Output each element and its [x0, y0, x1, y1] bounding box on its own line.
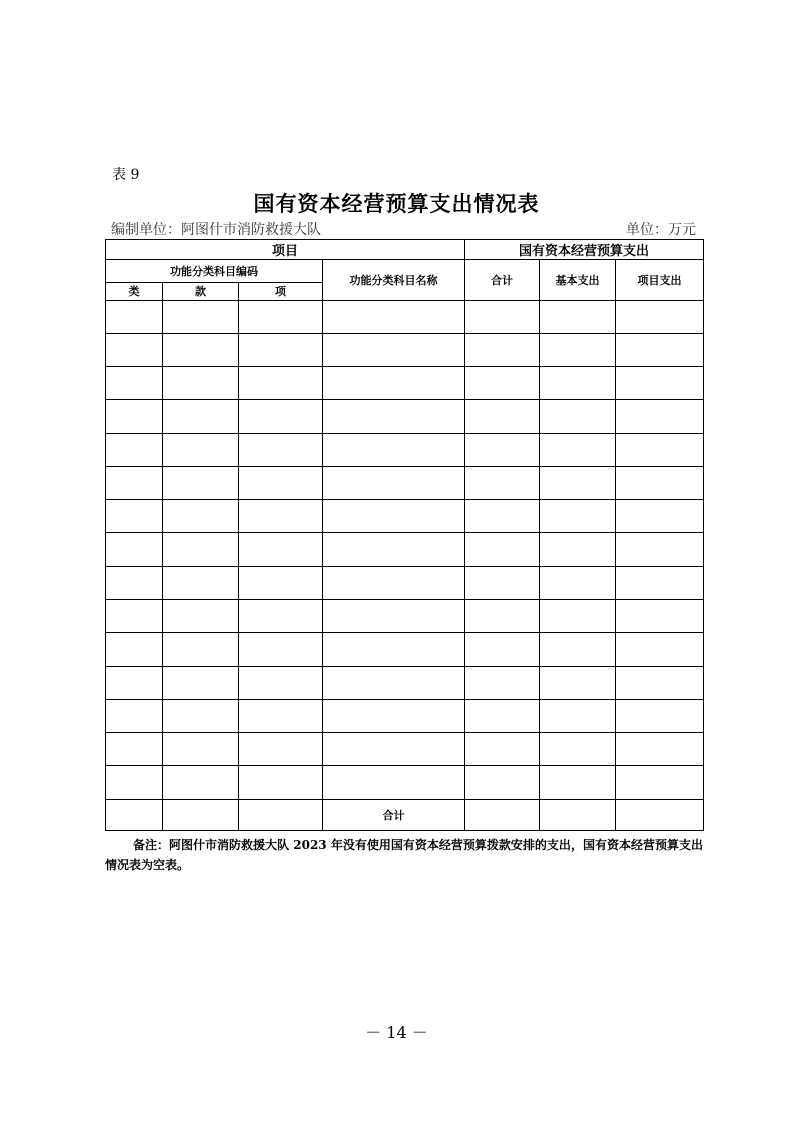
table-cell — [106, 466, 163, 499]
table-cell — [465, 466, 540, 499]
header-project-group: 项目 — [106, 240, 465, 260]
table-cell — [540, 566, 616, 599]
table-cell — [106, 300, 163, 333]
table-cell — [540, 600, 616, 633]
table-cell — [616, 633, 704, 666]
table-cell — [163, 799, 239, 830]
table-cell — [616, 666, 704, 699]
table-cell — [465, 666, 540, 699]
table-cell — [465, 733, 540, 766]
table-cell — [323, 733, 465, 766]
table-row — [106, 766, 704, 799]
table-row — [106, 400, 704, 433]
table-cell — [323, 699, 465, 732]
table-cell — [616, 600, 704, 633]
table-cell — [616, 566, 704, 599]
table-cell — [106, 566, 163, 599]
table-cell — [106, 433, 163, 466]
table-cell — [540, 300, 616, 333]
table-cell — [163, 367, 239, 400]
header-total: 合计 — [465, 260, 540, 300]
table-cell — [323, 367, 465, 400]
table-cell — [465, 600, 540, 633]
table-cell — [616, 333, 704, 366]
table-cell — [540, 433, 616, 466]
table-cell — [106, 666, 163, 699]
footnote: 备注：阿图什市消防救援大队 2023 年没有使用国有资本经营预算拨款安排的支出，国有资本经营预算支出情况表为空表。 — [105, 838, 703, 872]
table-cell — [323, 300, 465, 333]
table-row — [106, 300, 704, 333]
table-cell — [465, 367, 540, 400]
table-cell — [106, 400, 163, 433]
table-cell — [616, 799, 704, 830]
table-row — [106, 566, 704, 599]
table-cell — [465, 799, 540, 830]
table-cell — [239, 533, 323, 566]
table-cell — [323, 500, 465, 533]
table-cell — [616, 500, 704, 533]
table-cell — [106, 333, 163, 366]
table-cell — [239, 733, 323, 766]
table-cell — [540, 333, 616, 366]
prepared-by: 编制单位：阿图什市消防救援大队 — [111, 222, 321, 238]
table-cell — [323, 600, 465, 633]
table-cell — [616, 367, 704, 400]
table-cell — [163, 333, 239, 366]
header-project-expenditure: 项目支出 — [616, 260, 704, 300]
table-cell — [239, 433, 323, 466]
table-cell — [323, 433, 465, 466]
table-cell — [323, 633, 465, 666]
table-cell — [323, 666, 465, 699]
table-cell — [163, 300, 239, 333]
table-cell — [163, 566, 239, 599]
table-cell — [163, 400, 239, 433]
header-section: 款 — [163, 283, 239, 300]
table-cell — [540, 367, 616, 400]
header-subject-name: 功能分类科目名称 — [323, 260, 465, 300]
table-cell — [323, 333, 465, 366]
table-cell — [106, 633, 163, 666]
page-title: 国有资本经营预算支出情况表 — [253, 191, 540, 216]
table-cell — [239, 466, 323, 499]
table-cell — [239, 766, 323, 799]
table-row — [106, 666, 704, 699]
table-cell — [540, 766, 616, 799]
table-cell — [540, 400, 616, 433]
table-cell — [616, 400, 704, 433]
table-cell — [106, 733, 163, 766]
table-cell — [465, 433, 540, 466]
table-row — [106, 433, 704, 466]
total-label: 合计 — [323, 799, 465, 830]
meta-row — [111, 219, 696, 239]
table-cell — [540, 633, 616, 666]
table-cell — [465, 400, 540, 433]
table-cell — [540, 533, 616, 566]
table-cell — [540, 733, 616, 766]
header-expenditure-group: 国有资本经营预算支出 — [465, 240, 704, 260]
table-cell — [323, 533, 465, 566]
table-cell — [163, 633, 239, 666]
table-cell — [616, 300, 704, 333]
table-cell — [239, 333, 323, 366]
table-cell — [616, 733, 704, 766]
table-cell — [323, 400, 465, 433]
table-cell — [106, 367, 163, 400]
table-cell — [163, 666, 239, 699]
page-number: － 14 － — [365, 1023, 428, 1042]
header-code: 功能分类科目编码 — [106, 260, 323, 283]
table-cell — [106, 600, 163, 633]
table-cell — [540, 799, 616, 830]
table-cell — [239, 367, 323, 400]
table-cell — [239, 500, 323, 533]
table-cell — [540, 466, 616, 499]
table-cell — [465, 333, 540, 366]
table-cell — [239, 799, 323, 830]
table-cell — [163, 533, 239, 566]
table-cell — [323, 766, 465, 799]
table-cell — [239, 699, 323, 732]
table-cell — [239, 600, 323, 633]
header-item: 项 — [239, 283, 323, 300]
table-row — [106, 699, 704, 732]
table-cell — [465, 566, 540, 599]
table-cell — [106, 766, 163, 799]
table-cell — [163, 733, 239, 766]
table-cell — [106, 799, 163, 830]
table-cell — [163, 433, 239, 466]
table-cell — [616, 699, 704, 732]
table-number: 表 9 — [112, 167, 140, 183]
table-cell — [163, 466, 239, 499]
table-row — [106, 367, 704, 400]
table-cell — [616, 433, 704, 466]
table-cell — [239, 566, 323, 599]
table-row — [106, 733, 704, 766]
table-cell — [465, 500, 540, 533]
expenditure-table — [105, 239, 704, 831]
table-cell — [106, 699, 163, 732]
table-cell — [106, 500, 163, 533]
table-cell — [616, 766, 704, 799]
table-cell — [239, 300, 323, 333]
table-cell — [163, 500, 239, 533]
table-row — [106, 633, 704, 666]
table-cell — [616, 533, 704, 566]
table-cell — [540, 666, 616, 699]
unit-label: 单位：万元 — [626, 222, 696, 238]
table-cell — [465, 633, 540, 666]
table-cell — [239, 633, 323, 666]
header-basic-expenditure: 基本支出 — [540, 260, 616, 300]
table-row — [106, 533, 704, 566]
table-cell — [163, 600, 239, 633]
table-cell — [465, 533, 540, 566]
total-row — [106, 799, 704, 830]
table-cell — [465, 766, 540, 799]
table-cell — [163, 766, 239, 799]
table-cell — [239, 666, 323, 699]
table-cell — [616, 466, 704, 499]
table-cell — [323, 466, 465, 499]
table-cell — [465, 699, 540, 732]
table-cell — [323, 566, 465, 599]
table-row — [106, 333, 704, 366]
header-class: 类 — [106, 283, 163, 300]
table-cell — [465, 300, 540, 333]
table-row — [106, 466, 704, 499]
table-row — [106, 500, 704, 533]
table-cell — [163, 699, 239, 732]
table-cell — [106, 533, 163, 566]
table-cell — [540, 699, 616, 732]
table-cell — [239, 400, 323, 433]
table-cell — [540, 500, 616, 533]
table-row — [106, 600, 704, 633]
